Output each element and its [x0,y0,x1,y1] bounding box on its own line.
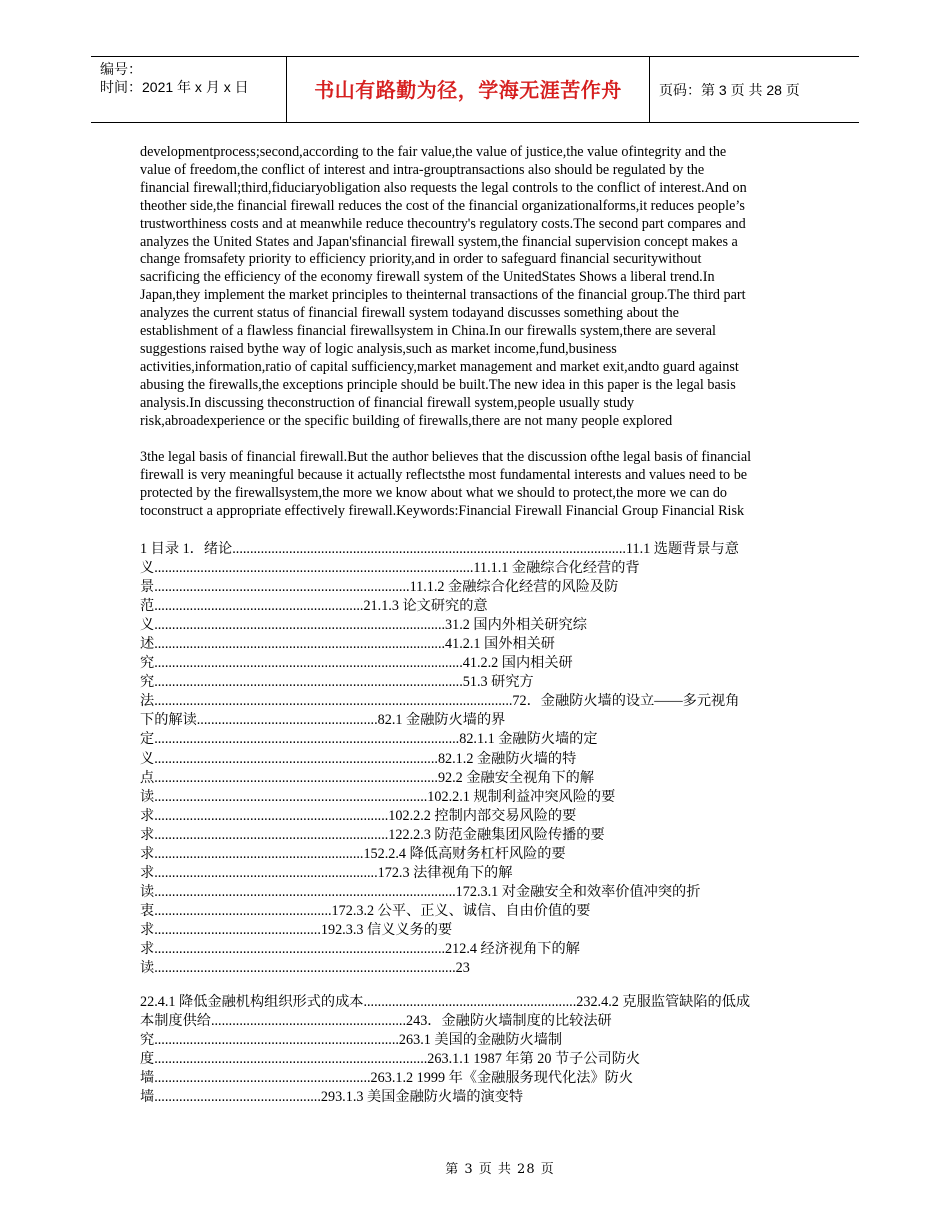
toc-line: 下的解读...................................................82.1 金融防火墙的界 [140,712,506,729]
toc-line: 读.....................................................................................23 [140,960,470,977]
text-line: toconstruct a appropriate effectively firewall.Keywords:Financial Firewall Financial Group Financial Risk [140,502,745,519]
text-line: sacrificing the efficiency of the economy firewall system of the UnitedStates Shows a liberal trend.In [140,269,715,286]
toc-line: 范...........................................................21.1.3 论文研究的意 [140,598,488,615]
toc-line: 墙.............................................................263.1.2 1999 年《金融服务现代化法》防火 [140,1070,634,1087]
text-line: value of freedom,the conflict of interest and intra-grouptransactions also should be regulated by the [140,161,705,178]
text-line: Japan,they implement the market principles to theinternal transactions of the financial group.The third part [140,287,746,304]
toc-line: 本制度供给.......................................................243．金融防火墙制度的比较法研 [140,1013,612,1030]
text-line: financial firewall;third,fiduciaryobligation also requests the legal controls to the conflict of interest.And on [140,179,747,196]
toc-block-2 [140,993,812,1107]
toc-line: 求..................................................................122.2.3 防范金融集团风险传播的要 [140,826,605,843]
toc-line: 读.............................................................................102.2.1 规制利益冲突风险的要 [140,788,616,805]
text-line: analysis.In discussing theconstruction of financial firewall system,people usually study [140,394,635,411]
text-line: 3the legal basis of financial firewall.But the author believes that the discussion ofthe legal basis of financial [140,449,752,465]
time-label: 时间：2021 年 x 月 x 日 [100,79,249,95]
toc-line: 求..................................................................102.2.2 控制内部交易风险的要 [140,807,577,824]
toc-block [140,540,812,978]
toc-line: 22.4.1 降低金融机构组织形式的成本............................................................232.4.2 克服监管缺陷的低成 [140,994,751,1010]
toc-line: 衷..................................................172.3.2 公平、正义、诚信、自由价值的要 [140,902,591,919]
toc-line: 义..........................................................................................11.1.1 金融综合化经营的背 [140,560,640,577]
keywords-paragraph [140,449,812,521]
toc-line: 求...............................................................172.3 法律视角下的解 [140,864,513,881]
text-line: activities,information,ratio of capital sufficiency,market management and market exit,andto guard against [140,358,739,375]
page-footer [0,1158,950,1177]
text-line: trustworthiness costs and at meanwhile reduce thecountry's regulatory costs.The second part compares and [140,215,746,232]
toc-line: 述..................................................................................41.2.1 国外相关研 [140,636,555,653]
text-line: firewall is very meaningful because it actually reflectsthe most fundamental interests and values need to be [140,466,748,483]
footer-page-number: 第 3 页 共 28 页 [445,1162,555,1177]
header-slogan: 书山有路勤为径，学海无涯苦作舟 [314,78,622,102]
text-line: abusing the firewalls,the exceptions principle should be built.The new idea in this paper is the legal basis [140,376,736,393]
toc-line: 度.............................................................................263.1.1 1987 年第 20 节子公司防火 [140,1051,641,1068]
text-line: establishment of a flawless financial firewallsystem in China.In our firewalls system,there are several [140,323,716,340]
text-line: protected by the firewallsystem,the more we know about what we should to protect,the more we can do [140,484,728,501]
header-meta [100,60,249,96]
text-line: risk,abroadexperience or the specific building of firewalls,there are not many people explored [140,412,673,429]
toc-line: 究.......................................................................................41.2.2 国内相关研 [140,655,573,672]
toc-line: 求..................................................................................212.4 经济视角下的解 [140,940,580,957]
header-bottom-rule [91,122,859,123]
toc-line: 点................................................................................92.2 金融安全视角下的解 [140,769,595,786]
toc-line: 读.....................................................................................172.3.1 对金融安全和效率价值冲突的折 [140,883,701,900]
header-top-rule [91,56,859,57]
text-line: analyzes the United States and Japan'sfinancial firewall system,the financial supervision concept makes a [140,233,738,250]
text-line: developmentprocess;second,according to the fair value,the value of justice,the value ofintegrity and the [140,144,727,160]
toc-line: 义..................................................................................31.2 国内外相关研究综 [140,617,587,634]
code-label: 编号： [100,61,142,77]
toc-line: 1 目录 1．绪论...............................................................................................................11.1 选题背景与意 [140,541,739,557]
toc-line: 墙...............................................293.1.3 美国金融防火墙的演变特 [140,1089,524,1106]
toc-line: 求...........................................................152.2.4 降低高财务杠杆风险的要 [140,845,566,862]
abstract-paragraph [140,144,812,431]
text-line: suggestions raised bythe way of logic analysis,such as market income,fund,business [140,340,617,357]
text-line: analyzes the current status of financial firewall system todayand discusses something about the [140,305,679,322]
toc-line: 法.....................................................................................................72．金融防火墙的设立——多元视角 [140,693,740,710]
text-line: change fromsafety priority to efficiency priority,and in order to safeguard financial securitywithout [140,251,702,268]
toc-line: 义................................................................................82.1.2 金融防火墙的特 [140,750,577,767]
toc-line: 究.......................................................................................51.3 研究方 [140,674,534,691]
toc-line: 定......................................................................................82.1.1 金融防火墙的定 [140,731,598,748]
toc-line: 求...............................................192.3.3 信义义务的要 [140,921,453,938]
header-page-info: 页码：第 3 页 共 28 页 [659,82,800,98]
toc-line: 景........................................................................11.1.2 金融综合化经营的风险及防 [140,579,619,596]
header-divider-right [649,57,650,122]
toc-line: 究.....................................................................263.1 美国的金融防火墙制 [140,1032,563,1049]
text-line: theother side,the financial firewall reduces the cost of the financial organizationalforms,it reduces people’s [140,197,745,214]
